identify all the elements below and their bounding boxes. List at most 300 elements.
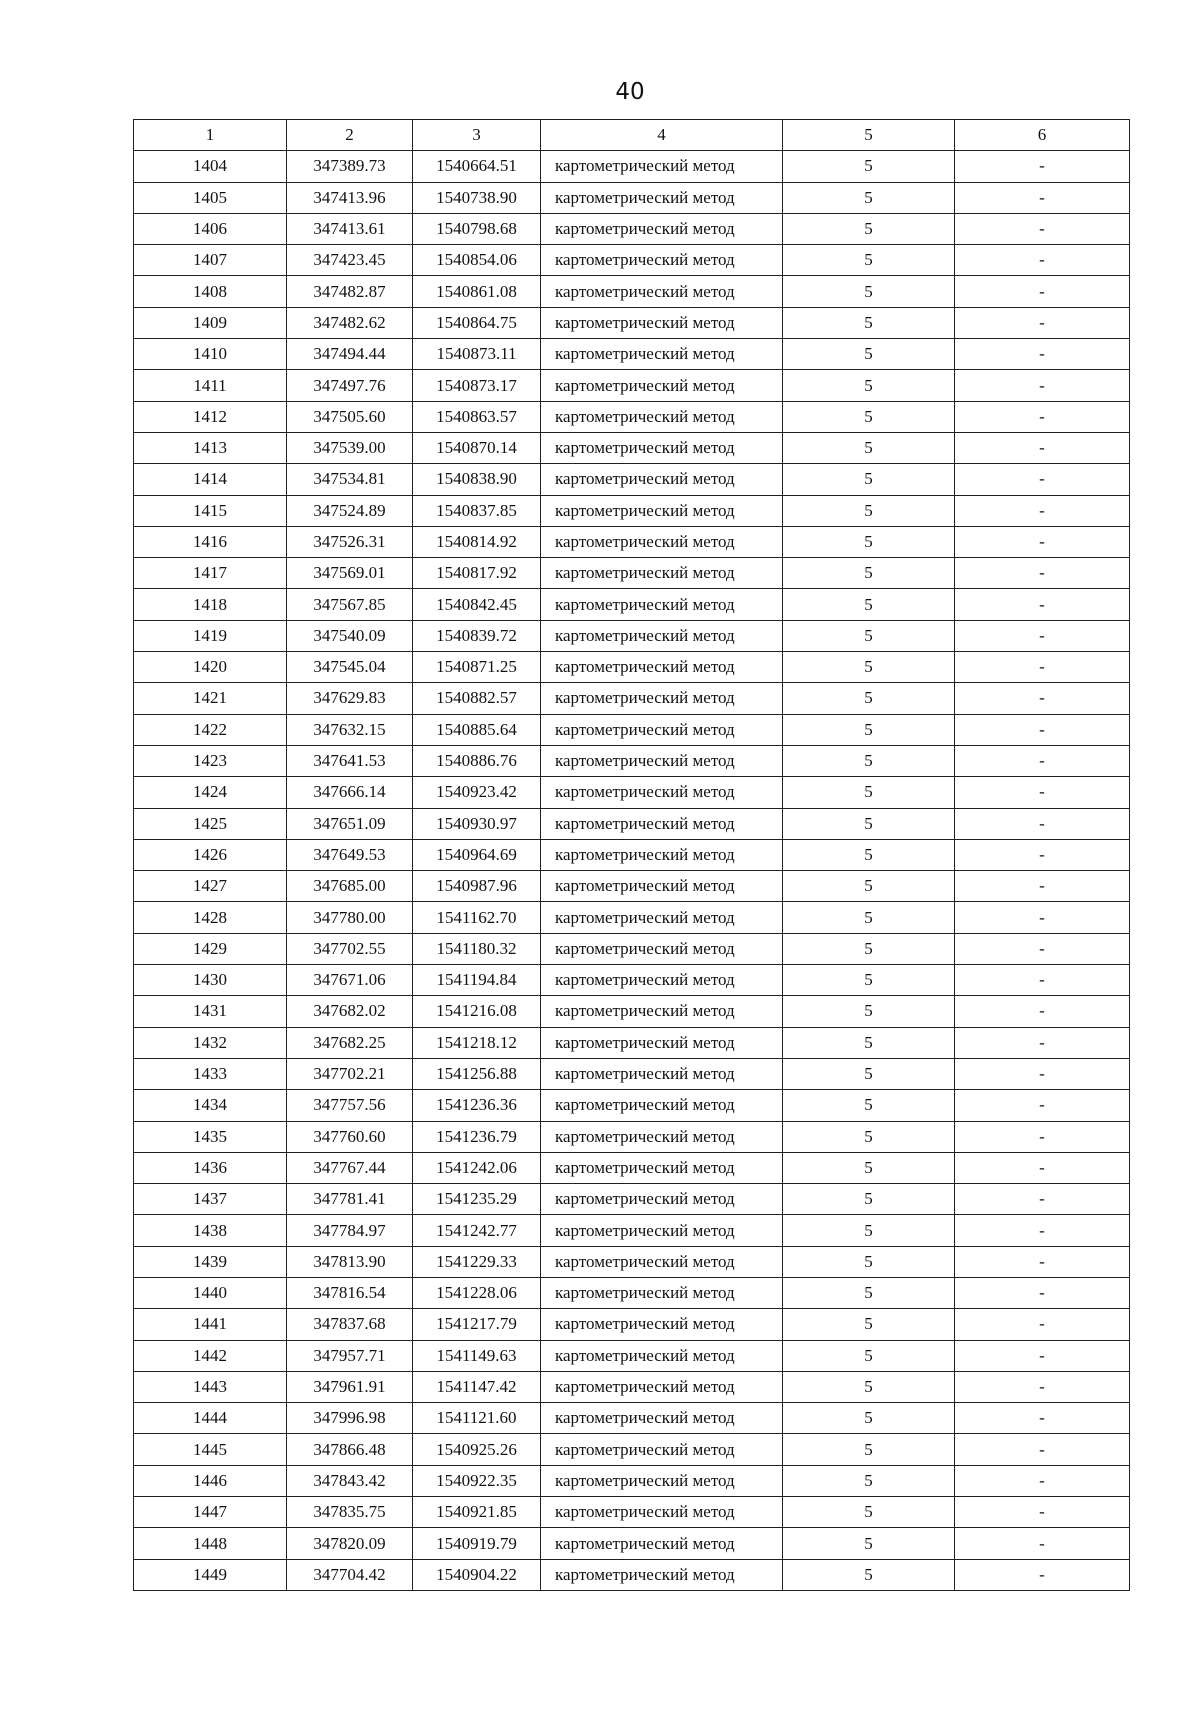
x-coordinate-cell: 347702.55 bbox=[287, 933, 413, 964]
accuracy-cell: 5 bbox=[783, 1184, 955, 1215]
table-row bbox=[134, 902, 1130, 933]
note-cell: - bbox=[955, 1403, 1130, 1434]
method-cell: картометрический метод bbox=[541, 1528, 783, 1559]
y-coordinate-cell: 1540925.26 bbox=[413, 1434, 541, 1465]
y-coordinate-cell: 1540871.25 bbox=[413, 652, 541, 683]
accuracy-cell: 5 bbox=[783, 1309, 955, 1340]
x-coordinate-cell: 347482.62 bbox=[287, 307, 413, 338]
table-row bbox=[134, 1340, 1130, 1371]
point-number-cell: 1422 bbox=[134, 714, 287, 745]
table-row bbox=[134, 965, 1130, 996]
y-coordinate-cell: 1540870.14 bbox=[413, 432, 541, 463]
header-cell-4: 4 bbox=[541, 120, 783, 151]
accuracy-cell: 5 bbox=[783, 871, 955, 902]
method-cell: картометрический метод bbox=[541, 745, 783, 776]
y-coordinate-cell: 1541236.79 bbox=[413, 1121, 541, 1152]
point-number-cell: 1426 bbox=[134, 839, 287, 870]
table-row bbox=[134, 464, 1130, 495]
accuracy-cell: 5 bbox=[783, 683, 955, 714]
method-cell: картометрический метод bbox=[541, 1497, 783, 1528]
header-row bbox=[134, 120, 1130, 151]
note-cell: - bbox=[955, 1090, 1130, 1121]
method-cell: картометрический метод bbox=[541, 1152, 783, 1183]
y-coordinate-cell: 1541236.36 bbox=[413, 1090, 541, 1121]
note-cell: - bbox=[955, 620, 1130, 651]
note-cell: - bbox=[955, 714, 1130, 745]
y-coordinate-cell: 1540854.06 bbox=[413, 245, 541, 276]
page-number: 40 bbox=[615, 79, 645, 105]
x-coordinate-cell: 347767.44 bbox=[287, 1152, 413, 1183]
note-cell: - bbox=[955, 589, 1130, 620]
x-coordinate-cell: 347702.21 bbox=[287, 1058, 413, 1089]
table-row bbox=[134, 589, 1130, 620]
method-cell: картометрический метод bbox=[541, 526, 783, 557]
x-coordinate-cell: 347784.97 bbox=[287, 1215, 413, 1246]
x-coordinate-cell: 347567.85 bbox=[287, 589, 413, 620]
point-number-cell: 1442 bbox=[134, 1340, 287, 1371]
header-cell-6: 6 bbox=[955, 120, 1130, 151]
accuracy-cell: 5 bbox=[783, 1027, 955, 1058]
point-number-cell: 1435 bbox=[134, 1121, 287, 1152]
y-coordinate-cell: 1540839.72 bbox=[413, 620, 541, 651]
table-row bbox=[134, 1090, 1130, 1121]
point-number-cell: 1438 bbox=[134, 1215, 287, 1246]
x-coordinate-cell: 347866.48 bbox=[287, 1434, 413, 1465]
table-row bbox=[134, 1309, 1130, 1340]
accuracy-cell: 5 bbox=[783, 620, 955, 651]
y-coordinate-cell: 1541218.12 bbox=[413, 1027, 541, 1058]
note-cell: - bbox=[955, 464, 1130, 495]
method-cell: картометрический метод bbox=[541, 1246, 783, 1277]
table-row bbox=[134, 996, 1130, 1027]
table-row bbox=[134, 1497, 1130, 1528]
accuracy-cell: 5 bbox=[783, 589, 955, 620]
y-coordinate-cell: 1541194.84 bbox=[413, 965, 541, 996]
note-cell: - bbox=[955, 839, 1130, 870]
method-cell: картометрический метод bbox=[541, 620, 783, 651]
method-cell: картометрический метод bbox=[541, 1465, 783, 1496]
table-row bbox=[134, 1058, 1130, 1089]
note-cell: - bbox=[955, 1246, 1130, 1277]
note-cell: - bbox=[955, 307, 1130, 338]
note-cell: - bbox=[955, 401, 1130, 432]
method-cell: картометрический метод bbox=[541, 902, 783, 933]
note-cell: - bbox=[955, 1027, 1130, 1058]
note-cell: - bbox=[955, 1184, 1130, 1215]
table-row bbox=[134, 1465, 1130, 1496]
note-cell: - bbox=[955, 1121, 1130, 1152]
method-cell: картометрический метод bbox=[541, 1434, 783, 1465]
y-coordinate-cell: 1540885.64 bbox=[413, 714, 541, 745]
point-number-cell: 1447 bbox=[134, 1497, 287, 1528]
accuracy-cell: 5 bbox=[783, 1246, 955, 1277]
method-cell: картометрический метод bbox=[541, 1340, 783, 1371]
point-number-cell: 1418 bbox=[134, 589, 287, 620]
accuracy-cell: 5 bbox=[783, 808, 955, 839]
accuracy-cell: 5 bbox=[783, 714, 955, 745]
accuracy-cell: 5 bbox=[783, 1559, 955, 1590]
note-cell: - bbox=[955, 182, 1130, 213]
y-coordinate-cell: 1540923.42 bbox=[413, 777, 541, 808]
x-coordinate-cell: 347497.76 bbox=[287, 370, 413, 401]
method-cell: картометрический метод bbox=[541, 1184, 783, 1215]
accuracy-cell: 5 bbox=[783, 902, 955, 933]
point-number-cell: 1410 bbox=[134, 339, 287, 370]
x-coordinate-cell: 347682.02 bbox=[287, 996, 413, 1027]
point-number-cell: 1446 bbox=[134, 1465, 287, 1496]
point-number-cell: 1427 bbox=[134, 871, 287, 902]
table-row bbox=[134, 1371, 1130, 1402]
point-number-cell: 1428 bbox=[134, 902, 287, 933]
accuracy-cell: 5 bbox=[783, 339, 955, 370]
accuracy-cell: 5 bbox=[783, 1528, 955, 1559]
table-row bbox=[134, 526, 1130, 557]
method-cell: картометрический метод bbox=[541, 182, 783, 213]
method-cell: картометрический метод bbox=[541, 151, 783, 182]
table-row bbox=[134, 151, 1130, 182]
method-cell: картометрический метод bbox=[541, 1121, 783, 1152]
point-number-cell: 1412 bbox=[134, 401, 287, 432]
note-cell: - bbox=[955, 526, 1130, 557]
accuracy-cell: 5 bbox=[783, 276, 955, 307]
accuracy-cell: 5 bbox=[783, 777, 955, 808]
note-cell: - bbox=[955, 902, 1130, 933]
y-coordinate-cell: 1540930.97 bbox=[413, 808, 541, 839]
accuracy-cell: 5 bbox=[783, 1371, 955, 1402]
x-coordinate-cell: 347666.14 bbox=[287, 777, 413, 808]
point-number-cell: 1414 bbox=[134, 464, 287, 495]
y-coordinate-cell: 1541256.88 bbox=[413, 1058, 541, 1089]
method-cell: картометрический метод bbox=[541, 339, 783, 370]
y-coordinate-cell: 1540922.35 bbox=[413, 1465, 541, 1496]
method-cell: картометрический метод bbox=[541, 1090, 783, 1121]
y-coordinate-cell: 1540873.17 bbox=[413, 370, 541, 401]
accuracy-cell: 5 bbox=[783, 401, 955, 432]
note-cell: - bbox=[955, 245, 1130, 276]
method-cell: картометрический метод bbox=[541, 1058, 783, 1089]
table-row bbox=[134, 745, 1130, 776]
accuracy-cell: 5 bbox=[783, 1121, 955, 1152]
method-cell: картометрический метод bbox=[541, 1277, 783, 1308]
accuracy-cell: 5 bbox=[783, 1465, 955, 1496]
point-number-cell: 1429 bbox=[134, 933, 287, 964]
x-coordinate-cell: 347539.00 bbox=[287, 432, 413, 463]
y-coordinate-cell: 1540987.96 bbox=[413, 871, 541, 902]
accuracy-cell: 5 bbox=[783, 996, 955, 1027]
accuracy-cell: 5 bbox=[783, 1215, 955, 1246]
table-row bbox=[134, 558, 1130, 589]
x-coordinate-cell: 347524.89 bbox=[287, 495, 413, 526]
method-cell: картометрический метод bbox=[541, 871, 783, 902]
table-row bbox=[134, 370, 1130, 401]
point-number-cell: 1423 bbox=[134, 745, 287, 776]
note-cell: - bbox=[955, 558, 1130, 589]
method-cell: картометрический метод bbox=[541, 213, 783, 244]
x-coordinate-cell: 347843.42 bbox=[287, 1465, 413, 1496]
accuracy-cell: 5 bbox=[783, 745, 955, 776]
note-cell: - bbox=[955, 213, 1130, 244]
method-cell: картометрический метод bbox=[541, 1403, 783, 1434]
table-row bbox=[134, 652, 1130, 683]
note-cell: - bbox=[955, 1277, 1130, 1308]
y-coordinate-cell: 1540798.68 bbox=[413, 213, 541, 244]
header-cell-3: 3 bbox=[413, 120, 541, 151]
accuracy-cell: 5 bbox=[783, 182, 955, 213]
x-coordinate-cell: 347413.96 bbox=[287, 182, 413, 213]
accuracy-cell: 5 bbox=[783, 839, 955, 870]
y-coordinate-cell: 1541121.60 bbox=[413, 1403, 541, 1434]
x-coordinate-cell: 347781.41 bbox=[287, 1184, 413, 1215]
y-coordinate-cell: 1540882.57 bbox=[413, 683, 541, 714]
note-cell: - bbox=[955, 1340, 1130, 1371]
method-cell: картометрический метод bbox=[541, 370, 783, 401]
y-coordinate-cell: 1540921.85 bbox=[413, 1497, 541, 1528]
x-coordinate-cell: 347957.71 bbox=[287, 1340, 413, 1371]
accuracy-cell: 5 bbox=[783, 526, 955, 557]
accuracy-cell: 5 bbox=[783, 1340, 955, 1371]
note-cell: - bbox=[955, 777, 1130, 808]
x-coordinate-cell: 347820.09 bbox=[287, 1528, 413, 1559]
point-number-cell: 1421 bbox=[134, 683, 287, 714]
table-row bbox=[134, 683, 1130, 714]
y-coordinate-cell: 1541235.29 bbox=[413, 1184, 541, 1215]
x-coordinate-cell: 347760.60 bbox=[287, 1121, 413, 1152]
table-row bbox=[134, 182, 1130, 213]
point-number-cell: 1433 bbox=[134, 1058, 287, 1089]
point-number-cell: 1413 bbox=[134, 432, 287, 463]
point-number-cell: 1416 bbox=[134, 526, 287, 557]
table-row bbox=[134, 307, 1130, 338]
y-coordinate-cell: 1540864.75 bbox=[413, 307, 541, 338]
note-cell: - bbox=[955, 996, 1130, 1027]
note-cell: - bbox=[955, 1371, 1130, 1402]
table-row bbox=[134, 1559, 1130, 1590]
note-cell: - bbox=[955, 151, 1130, 182]
accuracy-cell: 5 bbox=[783, 652, 955, 683]
accuracy-cell: 5 bbox=[783, 1497, 955, 1528]
note-cell: - bbox=[955, 683, 1130, 714]
point-number-cell: 1431 bbox=[134, 996, 287, 1027]
table-body bbox=[134, 151, 1130, 1591]
x-coordinate-cell: 347685.00 bbox=[287, 871, 413, 902]
table-row bbox=[134, 1528, 1130, 1559]
note-cell: - bbox=[955, 1058, 1130, 1089]
point-number-cell: 1405 bbox=[134, 182, 287, 213]
table-row bbox=[134, 1027, 1130, 1058]
x-coordinate-cell: 347961.91 bbox=[287, 1371, 413, 1402]
method-cell: картометрический метод bbox=[541, 1215, 783, 1246]
header-cell-5: 5 bbox=[783, 120, 955, 151]
table-row bbox=[134, 432, 1130, 463]
table-header bbox=[134, 120, 1130, 151]
x-coordinate-cell: 347780.00 bbox=[287, 902, 413, 933]
point-number-cell: 1424 bbox=[134, 777, 287, 808]
point-number-cell: 1415 bbox=[134, 495, 287, 526]
note-cell: - bbox=[955, 745, 1130, 776]
table-row bbox=[134, 871, 1130, 902]
table-row bbox=[134, 620, 1130, 651]
method-cell: картометрический метод bbox=[541, 495, 783, 526]
table-row bbox=[134, 839, 1130, 870]
note-cell: - bbox=[955, 871, 1130, 902]
y-coordinate-cell: 1540817.92 bbox=[413, 558, 541, 589]
x-coordinate-cell: 347996.98 bbox=[287, 1403, 413, 1434]
y-coordinate-cell: 1540814.92 bbox=[413, 526, 541, 557]
point-number-cell: 1404 bbox=[134, 151, 287, 182]
accuracy-cell: 5 bbox=[783, 965, 955, 996]
y-coordinate-cell: 1540964.69 bbox=[413, 839, 541, 870]
point-number-cell: 1430 bbox=[134, 965, 287, 996]
x-coordinate-cell: 347649.53 bbox=[287, 839, 413, 870]
accuracy-cell: 5 bbox=[783, 370, 955, 401]
x-coordinate-cell: 347682.25 bbox=[287, 1027, 413, 1058]
point-number-cell: 1419 bbox=[134, 620, 287, 651]
method-cell: картометрический метод bbox=[541, 839, 783, 870]
point-number-cell: 1449 bbox=[134, 1559, 287, 1590]
point-number-cell: 1407 bbox=[134, 245, 287, 276]
y-coordinate-cell: 1541149.63 bbox=[413, 1340, 541, 1371]
note-cell: - bbox=[955, 432, 1130, 463]
x-coordinate-cell: 347632.15 bbox=[287, 714, 413, 745]
accuracy-cell: 5 bbox=[783, 213, 955, 244]
table-row bbox=[134, 245, 1130, 276]
point-number-cell: 1411 bbox=[134, 370, 287, 401]
accuracy-cell: 5 bbox=[783, 1058, 955, 1089]
accuracy-cell: 5 bbox=[783, 1090, 955, 1121]
y-coordinate-cell: 1541180.32 bbox=[413, 933, 541, 964]
point-number-cell: 1437 bbox=[134, 1184, 287, 1215]
point-number-cell: 1436 bbox=[134, 1152, 287, 1183]
x-coordinate-cell: 347813.90 bbox=[287, 1246, 413, 1277]
x-coordinate-cell: 347505.60 bbox=[287, 401, 413, 432]
coordinates-table bbox=[133, 119, 1130, 1591]
x-coordinate-cell: 347651.09 bbox=[287, 808, 413, 839]
point-number-cell: 1409 bbox=[134, 307, 287, 338]
y-coordinate-cell: 1540738.90 bbox=[413, 182, 541, 213]
table-row bbox=[134, 1246, 1130, 1277]
table-row bbox=[134, 276, 1130, 307]
accuracy-cell: 5 bbox=[783, 1277, 955, 1308]
y-coordinate-cell: 1541147.42 bbox=[413, 1371, 541, 1402]
note-cell: - bbox=[955, 276, 1130, 307]
accuracy-cell: 5 bbox=[783, 464, 955, 495]
x-coordinate-cell: 347569.01 bbox=[287, 558, 413, 589]
accuracy-cell: 5 bbox=[783, 1152, 955, 1183]
method-cell: картометрический метод bbox=[541, 589, 783, 620]
point-number-cell: 1432 bbox=[134, 1027, 287, 1058]
note-cell: - bbox=[955, 370, 1130, 401]
table-row bbox=[134, 1152, 1130, 1183]
accuracy-cell: 5 bbox=[783, 1403, 955, 1434]
point-number-cell: 1448 bbox=[134, 1528, 287, 1559]
method-cell: картометрический метод bbox=[541, 683, 783, 714]
method-cell: картометрический метод bbox=[541, 276, 783, 307]
x-coordinate-cell: 347494.44 bbox=[287, 339, 413, 370]
y-coordinate-cell: 1540837.85 bbox=[413, 495, 541, 526]
note-cell: - bbox=[955, 1434, 1130, 1465]
header-cell-1: 1 bbox=[134, 120, 287, 151]
y-coordinate-cell: 1540919.79 bbox=[413, 1528, 541, 1559]
table-row bbox=[134, 495, 1130, 526]
x-coordinate-cell: 347641.53 bbox=[287, 745, 413, 776]
method-cell: картометрический метод bbox=[541, 1559, 783, 1590]
note-cell: - bbox=[955, 933, 1130, 964]
point-number-cell: 1434 bbox=[134, 1090, 287, 1121]
y-coordinate-cell: 1540886.76 bbox=[413, 745, 541, 776]
accuracy-cell: 5 bbox=[783, 933, 955, 964]
table-row bbox=[134, 808, 1130, 839]
note-cell: - bbox=[955, 1528, 1130, 1559]
method-cell: картометрический метод bbox=[541, 714, 783, 745]
accuracy-cell: 5 bbox=[783, 245, 955, 276]
table-row bbox=[134, 714, 1130, 745]
method-cell: картометрический метод bbox=[541, 996, 783, 1027]
note-cell: - bbox=[955, 808, 1130, 839]
table-row bbox=[134, 933, 1130, 964]
note-cell: - bbox=[955, 495, 1130, 526]
y-coordinate-cell: 1541217.79 bbox=[413, 1309, 541, 1340]
table-row bbox=[134, 213, 1130, 244]
y-coordinate-cell: 1540904.22 bbox=[413, 1559, 541, 1590]
point-number-cell: 1417 bbox=[134, 558, 287, 589]
point-number-cell: 1439 bbox=[134, 1246, 287, 1277]
method-cell: картометрический метод bbox=[541, 401, 783, 432]
note-cell: - bbox=[955, 1152, 1130, 1183]
method-cell: картометрический метод bbox=[541, 652, 783, 683]
y-coordinate-cell: 1541242.77 bbox=[413, 1215, 541, 1246]
method-cell: картометрический метод bbox=[541, 245, 783, 276]
y-coordinate-cell: 1541229.33 bbox=[413, 1246, 541, 1277]
method-cell: картометрический метод bbox=[541, 965, 783, 996]
note-cell: - bbox=[955, 965, 1130, 996]
method-cell: картометрический метод bbox=[541, 1309, 783, 1340]
point-number-cell: 1420 bbox=[134, 652, 287, 683]
x-coordinate-cell: 347423.45 bbox=[287, 245, 413, 276]
y-coordinate-cell: 1540861.08 bbox=[413, 276, 541, 307]
point-number-cell: 1408 bbox=[134, 276, 287, 307]
note-cell: - bbox=[955, 1497, 1130, 1528]
y-coordinate-cell: 1540873.11 bbox=[413, 339, 541, 370]
accuracy-cell: 5 bbox=[783, 151, 955, 182]
method-cell: картометрический метод bbox=[541, 558, 783, 589]
table-row bbox=[134, 1184, 1130, 1215]
table-row bbox=[134, 777, 1130, 808]
method-cell: картометрический метод bbox=[541, 1371, 783, 1402]
point-number-cell: 1441 bbox=[134, 1309, 287, 1340]
y-coordinate-cell: 1541162.70 bbox=[413, 902, 541, 933]
method-cell: картометрический метод bbox=[541, 307, 783, 338]
note-cell: - bbox=[955, 1559, 1130, 1590]
x-coordinate-cell: 347757.56 bbox=[287, 1090, 413, 1121]
method-cell: картометрический метод bbox=[541, 432, 783, 463]
method-cell: картометрический метод bbox=[541, 1027, 783, 1058]
accuracy-cell: 5 bbox=[783, 432, 955, 463]
table-row bbox=[134, 1215, 1130, 1246]
x-coordinate-cell: 347837.68 bbox=[287, 1309, 413, 1340]
point-number-cell: 1443 bbox=[134, 1371, 287, 1402]
point-number-cell: 1406 bbox=[134, 213, 287, 244]
note-cell: - bbox=[955, 1215, 1130, 1246]
accuracy-cell: 5 bbox=[783, 307, 955, 338]
note-cell: - bbox=[955, 652, 1130, 683]
method-cell: картометрический метод bbox=[541, 464, 783, 495]
table-row bbox=[134, 1403, 1130, 1434]
x-coordinate-cell: 347629.83 bbox=[287, 683, 413, 714]
y-coordinate-cell: 1541242.06 bbox=[413, 1152, 541, 1183]
table-row bbox=[134, 401, 1130, 432]
y-coordinate-cell: 1541216.08 bbox=[413, 996, 541, 1027]
note-cell: - bbox=[955, 1309, 1130, 1340]
